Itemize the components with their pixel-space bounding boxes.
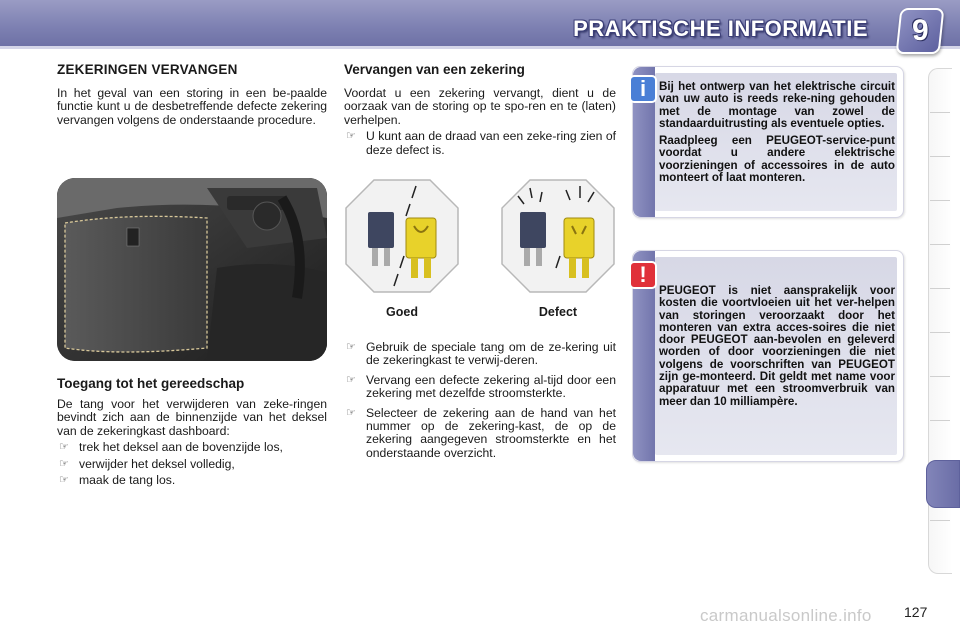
tab-divider — [930, 376, 950, 377]
pointing-hand-icon: ☞ — [59, 474, 69, 487]
list-item: ☞ U kunt aan de draad van een zeke-ring zien of deze defect is. — [346, 129, 617, 157]
watermark: carmanualsonline.info — [700, 606, 872, 625]
list-item: ☞ Selecteer de zekering aan de hand van het nummer op de zekering-kast, de op de zekering aangegeven stroomsterkte en het onderstaande overzicht. — [346, 405, 616, 460]
left-column — [57, 62, 327, 127]
pointing-hand-icon: ☞ — [59, 457, 69, 470]
pointing-hand-icon: ☞ — [346, 130, 356, 143]
replace-steps — [344, 338, 616, 460]
middle-column — [344, 62, 616, 157]
list-item: ☞ Gebruik de speciale tang om de ze-kering uit de zekeringkast te verwij-deren. — [346, 340, 616, 368]
chapter-badge — [896, 8, 945, 54]
info-paragraph: Bij het ontwerp van het elektrische circuit van uw auto is reeds reke-ning gehouden met de montage van zowel de standaarduitrusting als eventuele opties. — [659, 80, 895, 130]
warning-panel — [632, 250, 904, 462]
chapter-number: 9 — [911, 14, 929, 47]
fuse-good-illustration — [344, 178, 460, 294]
chapter-tab-active[interactable] — [926, 460, 960, 508]
page-number: 127 — [904, 604, 928, 620]
warning-icon: ! — [629, 261, 657, 289]
tab-divider — [930, 420, 950, 421]
list-item: ☞ trek het deksel aan de bovenzijde los, — [59, 440, 283, 455]
fuse-defect-illustration — [500, 178, 616, 294]
page-title: PRAKTISCHE INFORMATIE — [573, 16, 868, 41]
tab-divider — [930, 288, 950, 289]
tab-divider — [930, 332, 950, 333]
tools-paragraph: De tang voor het verwijderen van zeke-ringen bevindt zich aan de binnenzijde van het deksel van de zekeringkast dashboard: — [57, 397, 327, 438]
pointing-hand-icon: ☞ — [346, 406, 356, 419]
tab-divider — [930, 156, 950, 157]
tab-divider — [930, 200, 950, 201]
intro-paragraph: In het geval van een storing in een be-paalde functie kunt u de desbetreffende defecte zekering vervangen volgens de onderstaande procedure. — [57, 86, 327, 127]
info-icon: i — [629, 75, 657, 103]
replace-intro: Voordat u een zekering vervangt, dient u de oorzaak van de storing op te spo-ren en te (laten) verhelpen. — [344, 86, 616, 127]
fuse-defect-label: Defect — [538, 305, 578, 319]
pointing-hand-icon: ☞ — [346, 373, 356, 386]
info-panel-text — [659, 81, 895, 184]
dashboard-fusebox-photo — [57, 178, 327, 361]
list-item: ☞ maak de tang los. — [59, 473, 176, 488]
info-panel — [632, 66, 904, 218]
pointing-hand-icon: ☞ — [59, 441, 69, 454]
info-paragraph: Raadpleeg een PEUGEOT-service-punt voordat u andere elektrische voorzieningen of accessoires in de auto monteert of laat monteren. — [659, 134, 895, 185]
tools-heading: Toegang tot het gereedschap — [57, 376, 245, 391]
pointing-hand-icon: ☞ — [346, 341, 356, 353]
header-divider — [0, 46, 960, 49]
section-heading: ZEKERINGEN VERVANGEN — [57, 62, 238, 77]
tab-divider — [930, 112, 950, 113]
tools-section — [57, 376, 327, 487]
list-item: ☞ Vervang een defecte zekering al-tijd door een zekering met dezelfde stroomsterkte. — [346, 372, 616, 401]
list-item: ☞ verwijder het deksel volledig, — [59, 456, 235, 471]
warning-panel-text — [659, 285, 895, 408]
tab-divider — [930, 244, 950, 245]
replace-heading: Vervangen van een zekering — [344, 62, 525, 77]
warning-paragraph: PEUGEOT is niet aansprakelijk voor kosten die voortvloeien uit het ver-helpen van storingen veroorzaakt door het monteren van extra acces-soires die niet door PEUGEOT aan-bevolen en geleverd worden of door voorzieningen die niet volgens de voorschriften van PEUGEOT zijn ge-monteerd. Dit geldt met name voor apparatuur met een stroomverbruik van meer dan 10 milliampère. — [659, 284, 895, 408]
fuse-good-label: Goed — [386, 305, 418, 319]
tab-divider — [930, 520, 950, 521]
